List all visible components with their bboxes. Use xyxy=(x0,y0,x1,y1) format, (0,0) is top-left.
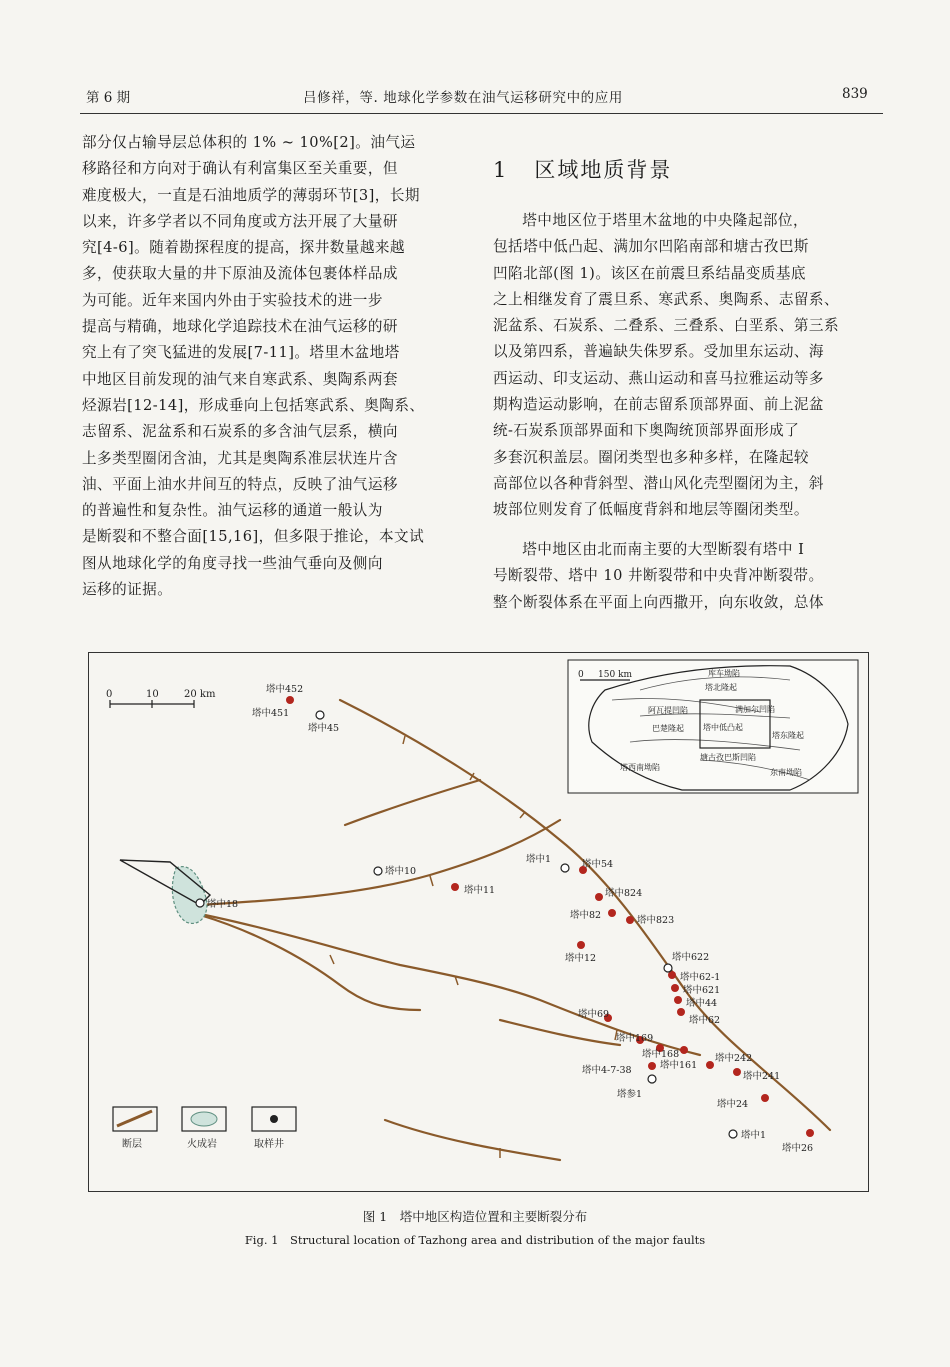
well-label: 塔中168 xyxy=(642,1049,680,1060)
well-label: 塔参1 xyxy=(617,1089,643,1100)
right-line: 之上相继发育了震旦系、寒武系、奥陶系、志留系、 xyxy=(493,290,840,308)
left-line: 志留系、泥盆系和石炭系的多含油气层系，横向 xyxy=(82,423,398,441)
well-dot xyxy=(806,1129,814,1137)
figure-caption-cn: 图 1 塔中地区构造位置和主要断裂分布 xyxy=(362,1209,588,1224)
fault-tazhong-10 xyxy=(345,780,480,825)
well-dot xyxy=(677,1008,685,1016)
right-line: 凹陷北部(图 1)。该区在前震旦系结晶变质基底 xyxy=(493,264,806,282)
well-label: 塔中82 xyxy=(570,910,602,921)
well-label: 塔中26 xyxy=(782,1143,814,1154)
legend-sample-well: 取样井 xyxy=(254,1139,284,1150)
well-label: 塔中241 xyxy=(743,1071,781,1082)
inset-label: 阿瓦提凹陷 xyxy=(648,706,688,715)
running-title: 吕修祥，等. 地球化学参数在油气运移研究中的应用 xyxy=(303,90,623,106)
well-label: 塔中1 xyxy=(741,1130,767,1141)
section-title: 区域地质背景 xyxy=(534,158,673,182)
well-label: 塔中10 xyxy=(385,866,417,877)
inset-label: 塔北隆起 xyxy=(705,683,737,692)
right-line: 以及第四系，普遍缺失侏罗系。受加里东运动、海 xyxy=(493,343,824,361)
issue-number: 第 6 期 xyxy=(86,90,131,106)
legend xyxy=(113,1107,296,1150)
well-label: 塔中242 xyxy=(715,1053,753,1064)
left-line: 部分仅占输导层总体积的 1% ~ 10%[2]。油气运 xyxy=(82,134,416,151)
figure-caption-en: Fig. 1 Structural location of Tazhong area and distribution of the major faults xyxy=(244,1233,706,1247)
well-label: 塔中11 xyxy=(464,885,496,896)
right-line: 多套沉积盖层。圈闭类型也多种多样，在隆起较 xyxy=(493,448,809,466)
well-label: 塔中62 xyxy=(689,1015,721,1026)
well-label: 塔中54 xyxy=(582,859,614,870)
right-line: 包括塔中低凸起、满加尔凹陷南部和塘古孜巴斯 xyxy=(493,238,809,256)
left-line: 移路径和方向对于确认有利富集区至关重要，但 xyxy=(82,160,398,178)
inset-label: 塔西南坳陷 xyxy=(620,763,660,772)
well-dot xyxy=(595,893,603,901)
fault-central-north xyxy=(200,820,560,905)
well-ring xyxy=(664,964,672,972)
inset-label: 库车坳陷 xyxy=(708,669,740,678)
inset-label: 巴楚隆起 xyxy=(652,724,684,733)
left-line: 油、平面上油水井间互的特点，反映了油气运移 xyxy=(82,475,398,493)
inset-label: 东南坳陷 xyxy=(770,768,802,777)
well-dot xyxy=(577,941,585,949)
right-line: 期构造运动影响，在前志留系顶部界面、前上泥盆 xyxy=(493,396,824,414)
left-line: 烃源岩[12-14]，形成垂向上包括寒武系、奥陶系、 xyxy=(82,396,425,414)
inset-map xyxy=(568,660,858,793)
right-line: 坡部位则发育了低幅度背斜和地层等圈闭类型。 xyxy=(493,501,809,519)
well-label: 塔中45 xyxy=(308,723,340,734)
left-line: 为可能。近年来国内外由于实验技术的进一步 xyxy=(82,291,383,309)
left-line: 图从地球化学的角度寻找一些油气垂向及侧向 xyxy=(82,554,383,572)
right-line: 塔中地区由北而南主要的大型断裂有塔中 I xyxy=(522,541,805,558)
left-line: 的普遍性和复杂性。油气运移的通道一般认为 xyxy=(82,502,383,520)
right-line: 号断裂带、塔中 10 井断裂带和中央背冲断裂带。 xyxy=(493,567,824,585)
well-label: 塔中12 xyxy=(565,953,597,964)
scale-tick: 10 xyxy=(146,689,159,700)
well-label: 塔中451 xyxy=(252,708,290,719)
well-ring xyxy=(374,867,382,875)
inset-label: 塔中低凸起 xyxy=(703,723,743,732)
well-label: 塔中824 xyxy=(605,888,643,899)
well-dot xyxy=(286,696,294,704)
right-line: 泥盆系、石炭系、二叠系、三叠系、白垩系、第三系 xyxy=(493,317,840,335)
well-ring xyxy=(316,711,324,719)
well-label: 塔中621 xyxy=(683,985,721,996)
right-line: 塔中地区位于塔里木盆地的中央隆起部位， xyxy=(522,212,809,229)
well-ring xyxy=(648,1075,656,1083)
fault-ticks xyxy=(330,736,617,1158)
well-label: 塔中1 xyxy=(526,854,552,865)
right-line: 统-石炭系顶部界面和下奥陶统顶部界面形成了 xyxy=(493,422,800,440)
inset-label: 满加尔凹陷 xyxy=(735,705,775,714)
well-dot xyxy=(706,1061,714,1069)
legend-fault: 断层 xyxy=(122,1139,142,1150)
well-dot xyxy=(451,883,459,891)
igneous-body xyxy=(172,867,207,924)
well-dot xyxy=(608,909,616,917)
well-label: 塔中44 xyxy=(686,998,718,1009)
well-label: 塔中169 xyxy=(616,1033,654,1044)
left-line: 运移的证据。 xyxy=(82,581,173,599)
inset-scale: 0 150 km xyxy=(578,670,633,680)
inset-label: 塘古孜巴斯凹陷 xyxy=(700,753,756,762)
left-line: 究上有了突飞猛进的发展[7-11]。塔里木盆地塔 xyxy=(82,344,400,362)
well-dot xyxy=(680,1046,688,1054)
left-line: 究[4-6]。随着勘探程度的提高，探井数量越来越 xyxy=(82,239,405,257)
left-line: 多，使获取大量的井下原油及流体包裹体样品成 xyxy=(82,265,398,283)
well-label: 塔中4-7-38 xyxy=(582,1065,632,1076)
well-dot xyxy=(626,916,634,924)
well-label: 塔中823 xyxy=(637,915,675,926)
well-dot xyxy=(671,984,679,992)
well-label: 塔中18 xyxy=(207,899,239,910)
well-ring xyxy=(196,899,204,907)
section-number: 1 xyxy=(493,158,509,182)
left-line: 以来，许多学者以不同角度或方法开展了大量研 xyxy=(82,212,398,230)
well-dot xyxy=(674,996,682,1004)
well-ring xyxy=(729,1130,737,1138)
left-line: 是断裂和不整合面[15,16]，但多限于推论，本文试 xyxy=(82,528,425,546)
well-label: 塔中24 xyxy=(717,1099,749,1110)
well-label: 塔中622 xyxy=(672,952,710,963)
well-dot xyxy=(648,1062,656,1070)
well-dot xyxy=(761,1094,769,1102)
scale-bar xyxy=(110,700,194,708)
scale-tick: 0 xyxy=(106,689,113,700)
left-line: 中地区目前发现的油气来自寒武系、奥陶系两套 xyxy=(82,370,398,388)
page-number: 839 xyxy=(842,86,868,102)
well-label: 塔中62-1 xyxy=(680,972,721,983)
well-dot xyxy=(733,1068,741,1076)
well-ring xyxy=(561,864,569,872)
scale-tick: 20 km xyxy=(184,689,216,700)
legend-igneous: 火成岩 xyxy=(187,1139,217,1150)
well-label: 塔中69 xyxy=(578,1009,610,1020)
right-line: 整个断裂体系在平面上向西撒开，向东收敛，总体 xyxy=(493,593,824,611)
right-line: 高部位以各种背斜型、潜山风化壳型圈闭为主，斜 xyxy=(493,474,824,492)
right-line: 西运动、印支运动、燕山运动和喜马拉雅运动等多 xyxy=(493,369,824,387)
left-line: 难度极大，一直是石油地质学的薄弱环节[3]，长期 xyxy=(82,186,420,204)
well-label: 塔中452 xyxy=(266,684,304,695)
well-label: 塔中161 xyxy=(660,1060,698,1071)
inset-label: 塔东隆起 xyxy=(772,731,804,740)
fault-south-b xyxy=(385,1120,560,1160)
left-line: 上多类型圈闭含油，尤其是奥陶系准层状连片含 xyxy=(82,449,398,467)
left-line: 提高与精确，地球化学追踪技术在油气运移的研 xyxy=(82,318,398,336)
